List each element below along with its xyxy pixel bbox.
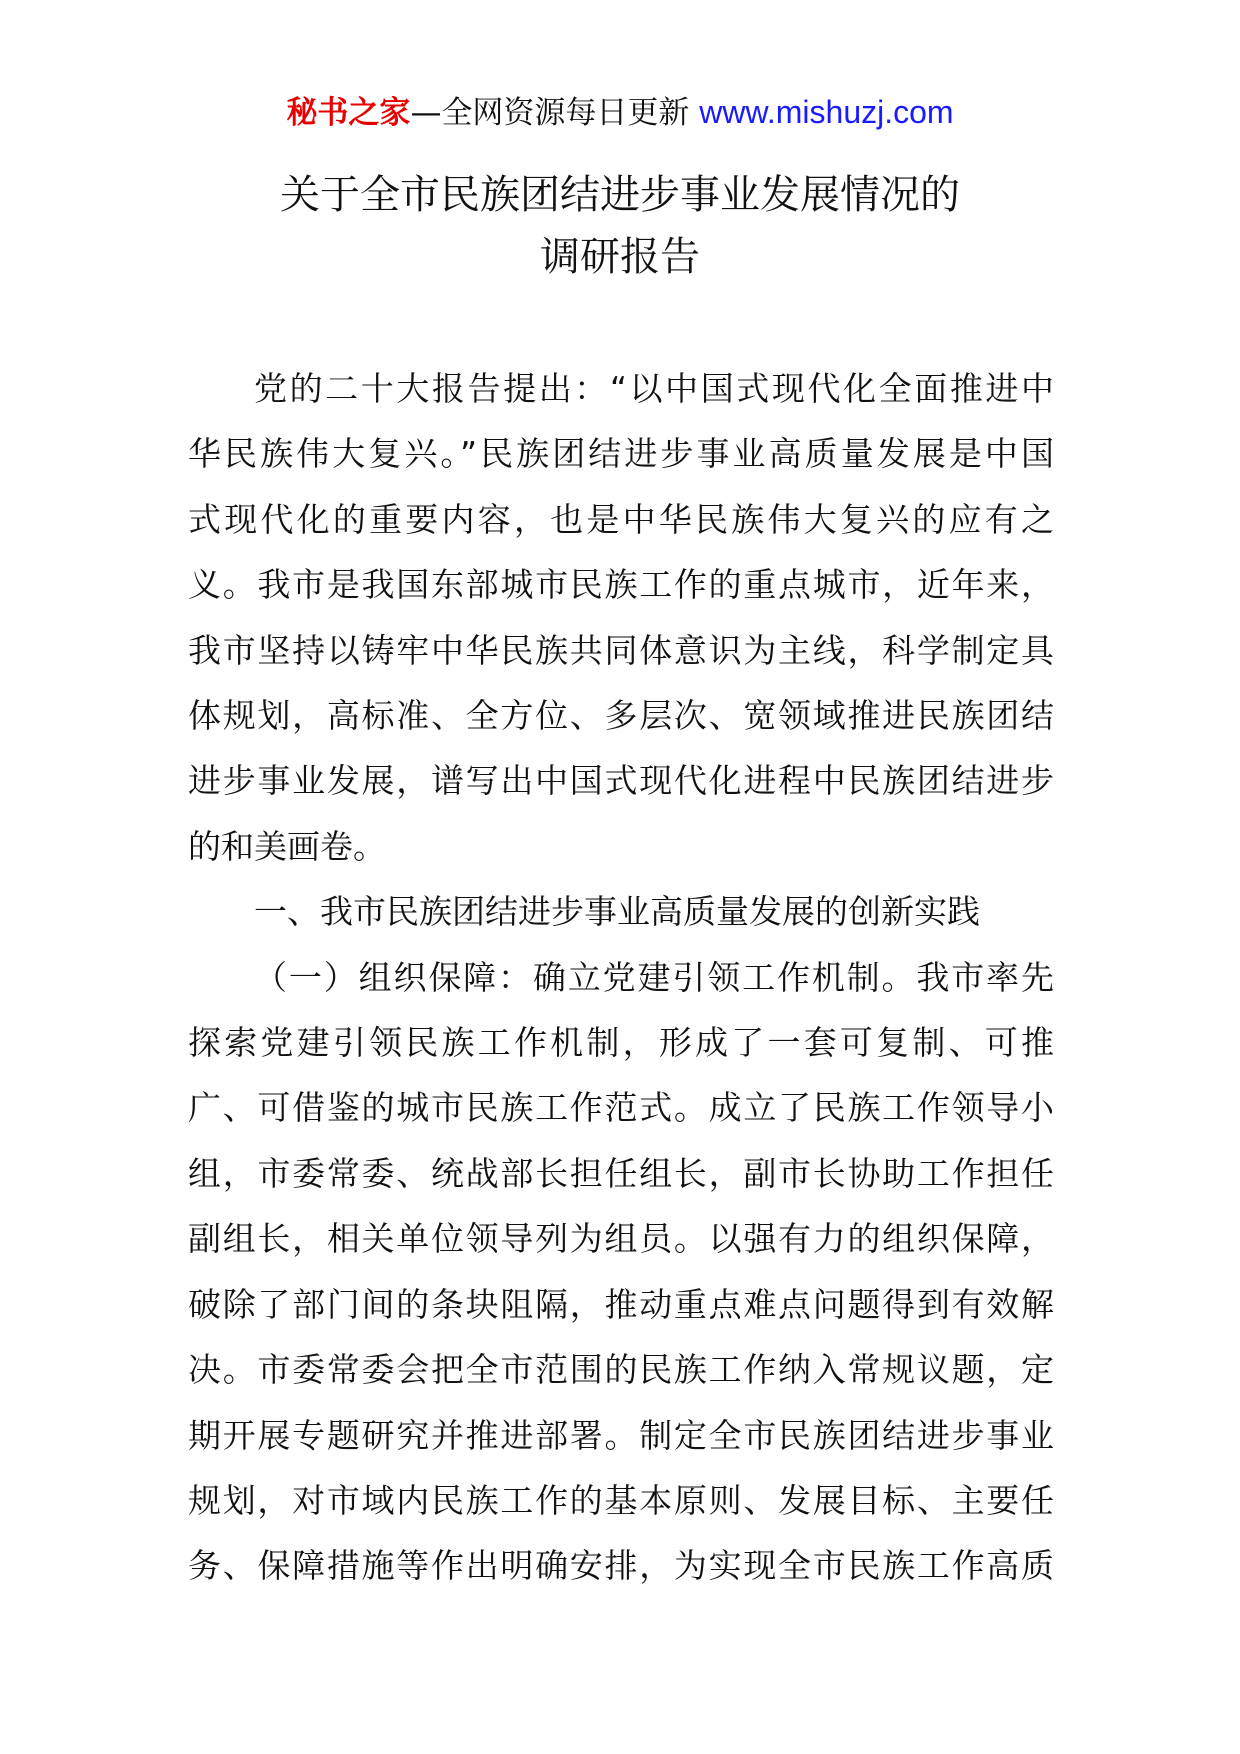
- site-url-link[interactable]: www.mishuzj.com: [699, 94, 954, 130]
- title-line-1: 关于全市民族团结进步事业发展情况的: [280, 172, 960, 218]
- text-line: （一）组织保障：确立党建引领工作机制。我市率先: [254, 957, 1054, 997]
- section-heading-1: [188, 879, 1054, 944]
- watermark-header: [0, 92, 1240, 133]
- text-line: 组，市委常委、统战部长担任组长，副市长协助工作担任: [188, 1153, 1054, 1193]
- text-line: 党的二十大报告提出：“以中国式现代化全面推进中: [254, 369, 1054, 408]
- text-line: 我市坚持以铸牢中华民族共同体意识为主线，科学制定具: [188, 630, 1054, 670]
- paragraph-intro: [188, 356, 1054, 879]
- text-line: 进步事业发展，谱写出中国式现代化进程中民族团结进步: [188, 761, 1054, 801]
- text-line: 的和美画卷。: [188, 826, 386, 866]
- text-line: 副组长，相关单位领导列为组员。以强有力的组织保障，: [188, 1219, 1054, 1259]
- text-line: 期开展专题研究并推进部署。制定全市民族团结进步事业: [188, 1415, 1054, 1455]
- text-line: 义。我市是我国东部城市民族工作的重点城市，近年来，: [188, 565, 1054, 605]
- heading-text: 一、我市民族团结进步事业高质量发展的创新实践: [254, 892, 980, 932]
- text-line: 华民族伟大复兴。”民族团结进步事业高质量发展是中国: [188, 434, 1054, 474]
- brand-name: 秘书之家: [286, 95, 411, 131]
- text-line: 式现代化的重要内容，也是中华民族伟大复兴的应有之: [188, 499, 1054, 539]
- document-title: [0, 164, 1240, 288]
- text-line: 广、可借鉴的城市民族工作范式。成立了民族工作领导小: [188, 1088, 1054, 1128]
- text-line: 规划，对市域内民族工作的基本原则、发展目标、主要任: [188, 1480, 1054, 1520]
- paragraph-organization: [188, 945, 1054, 1599]
- document-body: [188, 356, 1054, 1599]
- title-line-2: 调研报告: [540, 234, 700, 280]
- text-line: 探索党建引领民族工作机制，形成了一套可复制、可推: [188, 1023, 1054, 1063]
- text-line: 体规划，高标准、全方位、多层次、宽领域推进民族团结: [188, 696, 1054, 736]
- text-line: 决。市委常委会把全市范围的民族工作纳入常规议题，定: [188, 1350, 1054, 1390]
- header-tagline: —全网资源每日更新: [410, 95, 690, 131]
- text-line: 务、保障措施等作出明确安排，为实现全市民族工作高质: [188, 1546, 1054, 1586]
- text-line: 破除了部门间的条块阻隔，推动重点难点问题得到有效解: [188, 1284, 1054, 1324]
